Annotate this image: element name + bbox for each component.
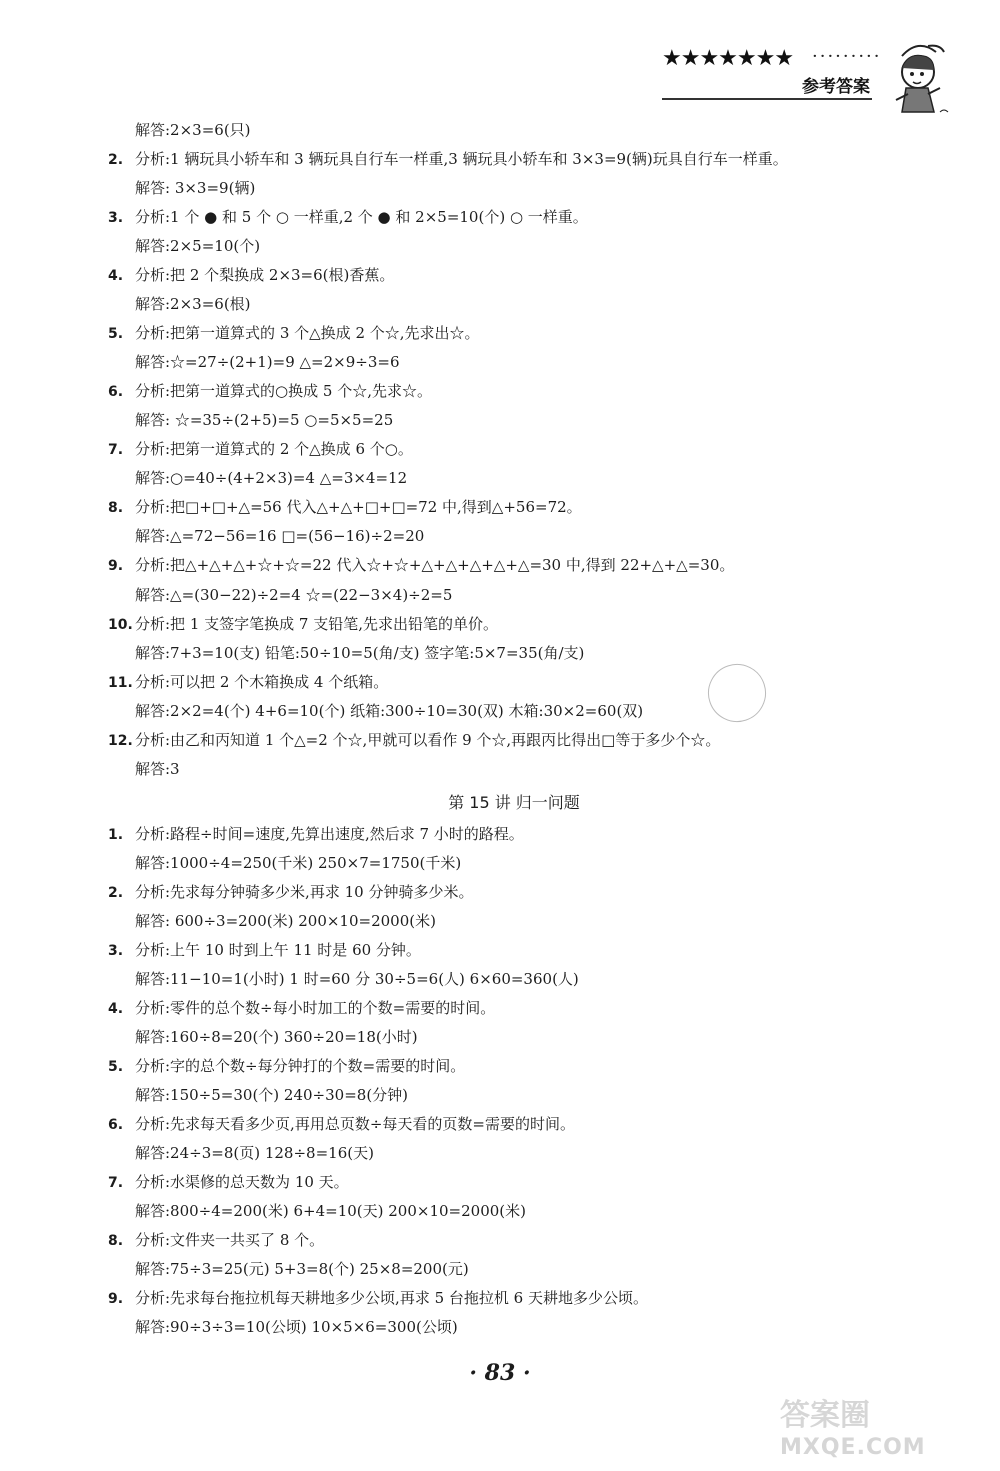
- mascot-girl-icon: [888, 42, 950, 122]
- analysis-line: [108, 726, 920, 755]
- analysis-line: [108, 994, 920, 1023]
- analysis-line: [108, 261, 920, 290]
- analysis-line: [108, 820, 920, 849]
- analysis-line: [108, 1226, 920, 1255]
- question-number: 10.: [108, 617, 133, 633]
- watermark-main: 答案圈: [780, 1398, 870, 1433]
- header-rule: [662, 98, 872, 100]
- answer-line: 解答:90÷3÷3=10(公顷) 10×5×6=300(公顷): [135, 1318, 458, 1336]
- page-number: · 83 ·: [469, 1360, 531, 1386]
- question-number: 3.: [108, 943, 124, 959]
- question-number: 7.: [108, 1175, 124, 1191]
- answer-line: 解答:11−10=1(小时) 1 时=60 分 30÷5=6(人) 6×60=360(人): [135, 970, 579, 988]
- answer-line: 解答:24÷3=8(页) 128÷8=16(天): [135, 1144, 374, 1162]
- analysis-text: 分析:先求每天看多少页,再用总页数÷每天看的页数=需要的时间。: [135, 1115, 575, 1133]
- analysis-text: 分析:1 个 ● 和 5 个 ○ 一样重,2 个 ● 和 2×5=10(个) ○ 一样重。: [135, 208, 588, 226]
- watermark: [780, 1400, 926, 1464]
- analysis-line: [108, 435, 920, 464]
- analysis-line: [108, 1110, 920, 1139]
- watermark-sub: MXQE.COM: [780, 1435, 926, 1460]
- question-number: 2.: [108, 152, 124, 168]
- answer-line: 解答:△=(30−22)÷2=4 ☆=(22−3×4)÷2=5: [135, 586, 453, 604]
- part2-list: [108, 820, 920, 1342]
- answer-line: 解答:2×3=6(根): [135, 295, 251, 313]
- analysis-line: [108, 493, 920, 522]
- header-dots: ·········: [812, 46, 882, 67]
- answer-line: 解答:3: [135, 760, 180, 778]
- question-number: 2.: [108, 885, 124, 901]
- answer-line: 解答:○=40÷(4+2×3)=4 △=3×4=12: [135, 469, 408, 487]
- analysis-text: 分析:零件的总个数÷每小时加工的个数=需要的时间。: [135, 999, 496, 1017]
- analysis-line: [108, 1168, 920, 1197]
- analysis-line: [108, 1052, 920, 1081]
- answer-line: 解答:160÷8=20(个) 360÷20=18(小时): [135, 1028, 418, 1046]
- answer-line: 解答:150÷5=30(个) 240÷30=8(分钟): [135, 1086, 409, 1104]
- answer-line: 解答: ☆=35÷(2+5)=5 ○=5×5=25: [135, 411, 394, 429]
- analysis-line: [108, 878, 920, 907]
- answer-line: 解答:800÷4=200(米) 6+4=10(天) 200×10=2000(米): [135, 1202, 526, 1220]
- analysis-line: [108, 936, 920, 965]
- analysis-line: [108, 145, 920, 174]
- answer-line: 解答:☆=27÷(2+1)=9 △=2×9÷3=6: [135, 353, 400, 371]
- question-number: 5.: [108, 1059, 124, 1075]
- page-header: [662, 42, 932, 122]
- analysis-text: 分析:先求每分钟骑多少米,再求 10 分钟骑多少米。: [135, 883, 474, 901]
- analysis-text: 分析:把□+□+△=56 代入△+△+□+□=72 中,得到△+56=72。: [135, 498, 582, 516]
- analysis-line: [108, 610, 920, 639]
- answer-line: 解答: 3×3=9(辆): [135, 179, 256, 197]
- answer-line: 解答:75÷3=25(元) 5+3=8(个) 25×8=200(元): [135, 1260, 469, 1278]
- answer-line: 解答:2×3=6(只): [135, 121, 251, 139]
- question-number: 11.: [108, 675, 133, 691]
- question-number: 4.: [108, 268, 124, 284]
- analysis-text: 分析:文件夹一共买了 8 个。: [135, 1231, 325, 1249]
- answer-line: 解答:2×2=4(个) 4+6=10(个) 纸箱:300÷10=30(双) 木箱:30×2=60(双): [135, 702, 644, 720]
- analysis-text: 分析:上午 10 时到上午 11 时是 60 分钟。: [135, 941, 421, 959]
- question-number: 9.: [108, 558, 124, 574]
- question-number: 5.: [108, 326, 124, 342]
- analysis-text: 分析:1 辆玩具小轿车和 3 辆玩具自行车一样重,3 辆玩具小轿车和 3×3=9(辆)玩具自行车一样重。: [135, 150, 788, 168]
- question-number: 9.: [108, 1291, 124, 1307]
- analysis-text: 分析:可以把 2 个木箱换成 4 个纸箱。: [135, 673, 389, 691]
- question-number: 7.: [108, 442, 124, 458]
- answer-line: 解答:△=72−56=16 □=(56−16)÷2=20: [135, 527, 425, 545]
- analysis-text: 分析:水渠修的总天数为 10 天。: [135, 1173, 349, 1191]
- analysis-text: 分析:把△+△+△+☆+☆=22 代入☆+☆+△+△+△+△+△=30 中,得到 22+△+△=30。: [135, 556, 735, 574]
- answer-line: 解答: 600÷3=200(米) 200×10=2000(米): [135, 912, 436, 930]
- question-number: 6.: [108, 384, 124, 400]
- analysis-line: [108, 1284, 920, 1313]
- analysis-text: 分析:把第一道算式的 3 个△换成 2 个☆,先求出☆。: [135, 324, 480, 342]
- answer-line: 解答:1000÷4=250(千米) 250×7=1750(千米): [135, 854, 462, 872]
- analysis-line: [108, 551, 920, 581]
- analysis-text: 分析:字的总个数÷每分钟打的个数=需要的时间。: [135, 1057, 466, 1075]
- question-number: 3.: [108, 210, 124, 226]
- analysis-text: 分析:把第一道算式的○换成 5 个☆,先求☆。: [135, 382, 432, 400]
- analysis-text: 分析:把第一道算式的 2 个△换成 6 个○。: [135, 440, 413, 458]
- analysis-line: [108, 319, 920, 348]
- analysis-line: [108, 377, 920, 406]
- part1-list: [108, 145, 920, 784]
- analysis-text: 分析:由乙和丙知道 1 个△=2 个☆,甲就可以看作 9 个☆,再跟丙比得出□等于多少个☆。: [135, 731, 721, 749]
- rating-stars: ★★★★★★★: [662, 46, 794, 71]
- header-title: 参考答案: [802, 77, 870, 97]
- answer-line: 解答:2×5=10(个): [135, 237, 261, 255]
- analysis-text: 分析:路程÷时间=速度,先算出速度,然后求 7 小时的路程。: [135, 825, 524, 843]
- question-number: 8.: [108, 500, 124, 516]
- answer-content: [108, 116, 920, 1342]
- analysis-text: 分析:把 2 个梨换成 2×3=6(根)香蕉。: [135, 266, 395, 284]
- question-number: 12.: [108, 733, 133, 749]
- analysis-text: 分析:把 1 支签字笔换成 7 支铅笔,先求出铅笔的单价。: [135, 615, 498, 633]
- question-number: 4.: [108, 1001, 124, 1017]
- section-title: 第 15 讲 归一问题: [448, 793, 580, 812]
- question-number: 8.: [108, 1233, 124, 1249]
- analysis-text: 分析:先求每台拖拉机每天耕地多少公顷,再求 5 台拖拉机 6 天耕地多少公顷。: [135, 1289, 648, 1307]
- question-number: 1.: [108, 827, 124, 843]
- analysis-line: [108, 203, 920, 232]
- question-number: 6.: [108, 1117, 124, 1133]
- analysis-line: [108, 668, 920, 697]
- answer-line: 解答:7+3=10(支) 铅笔:50÷10=5(角/支) 签字笔:5×7=35(角/支): [135, 644, 585, 662]
